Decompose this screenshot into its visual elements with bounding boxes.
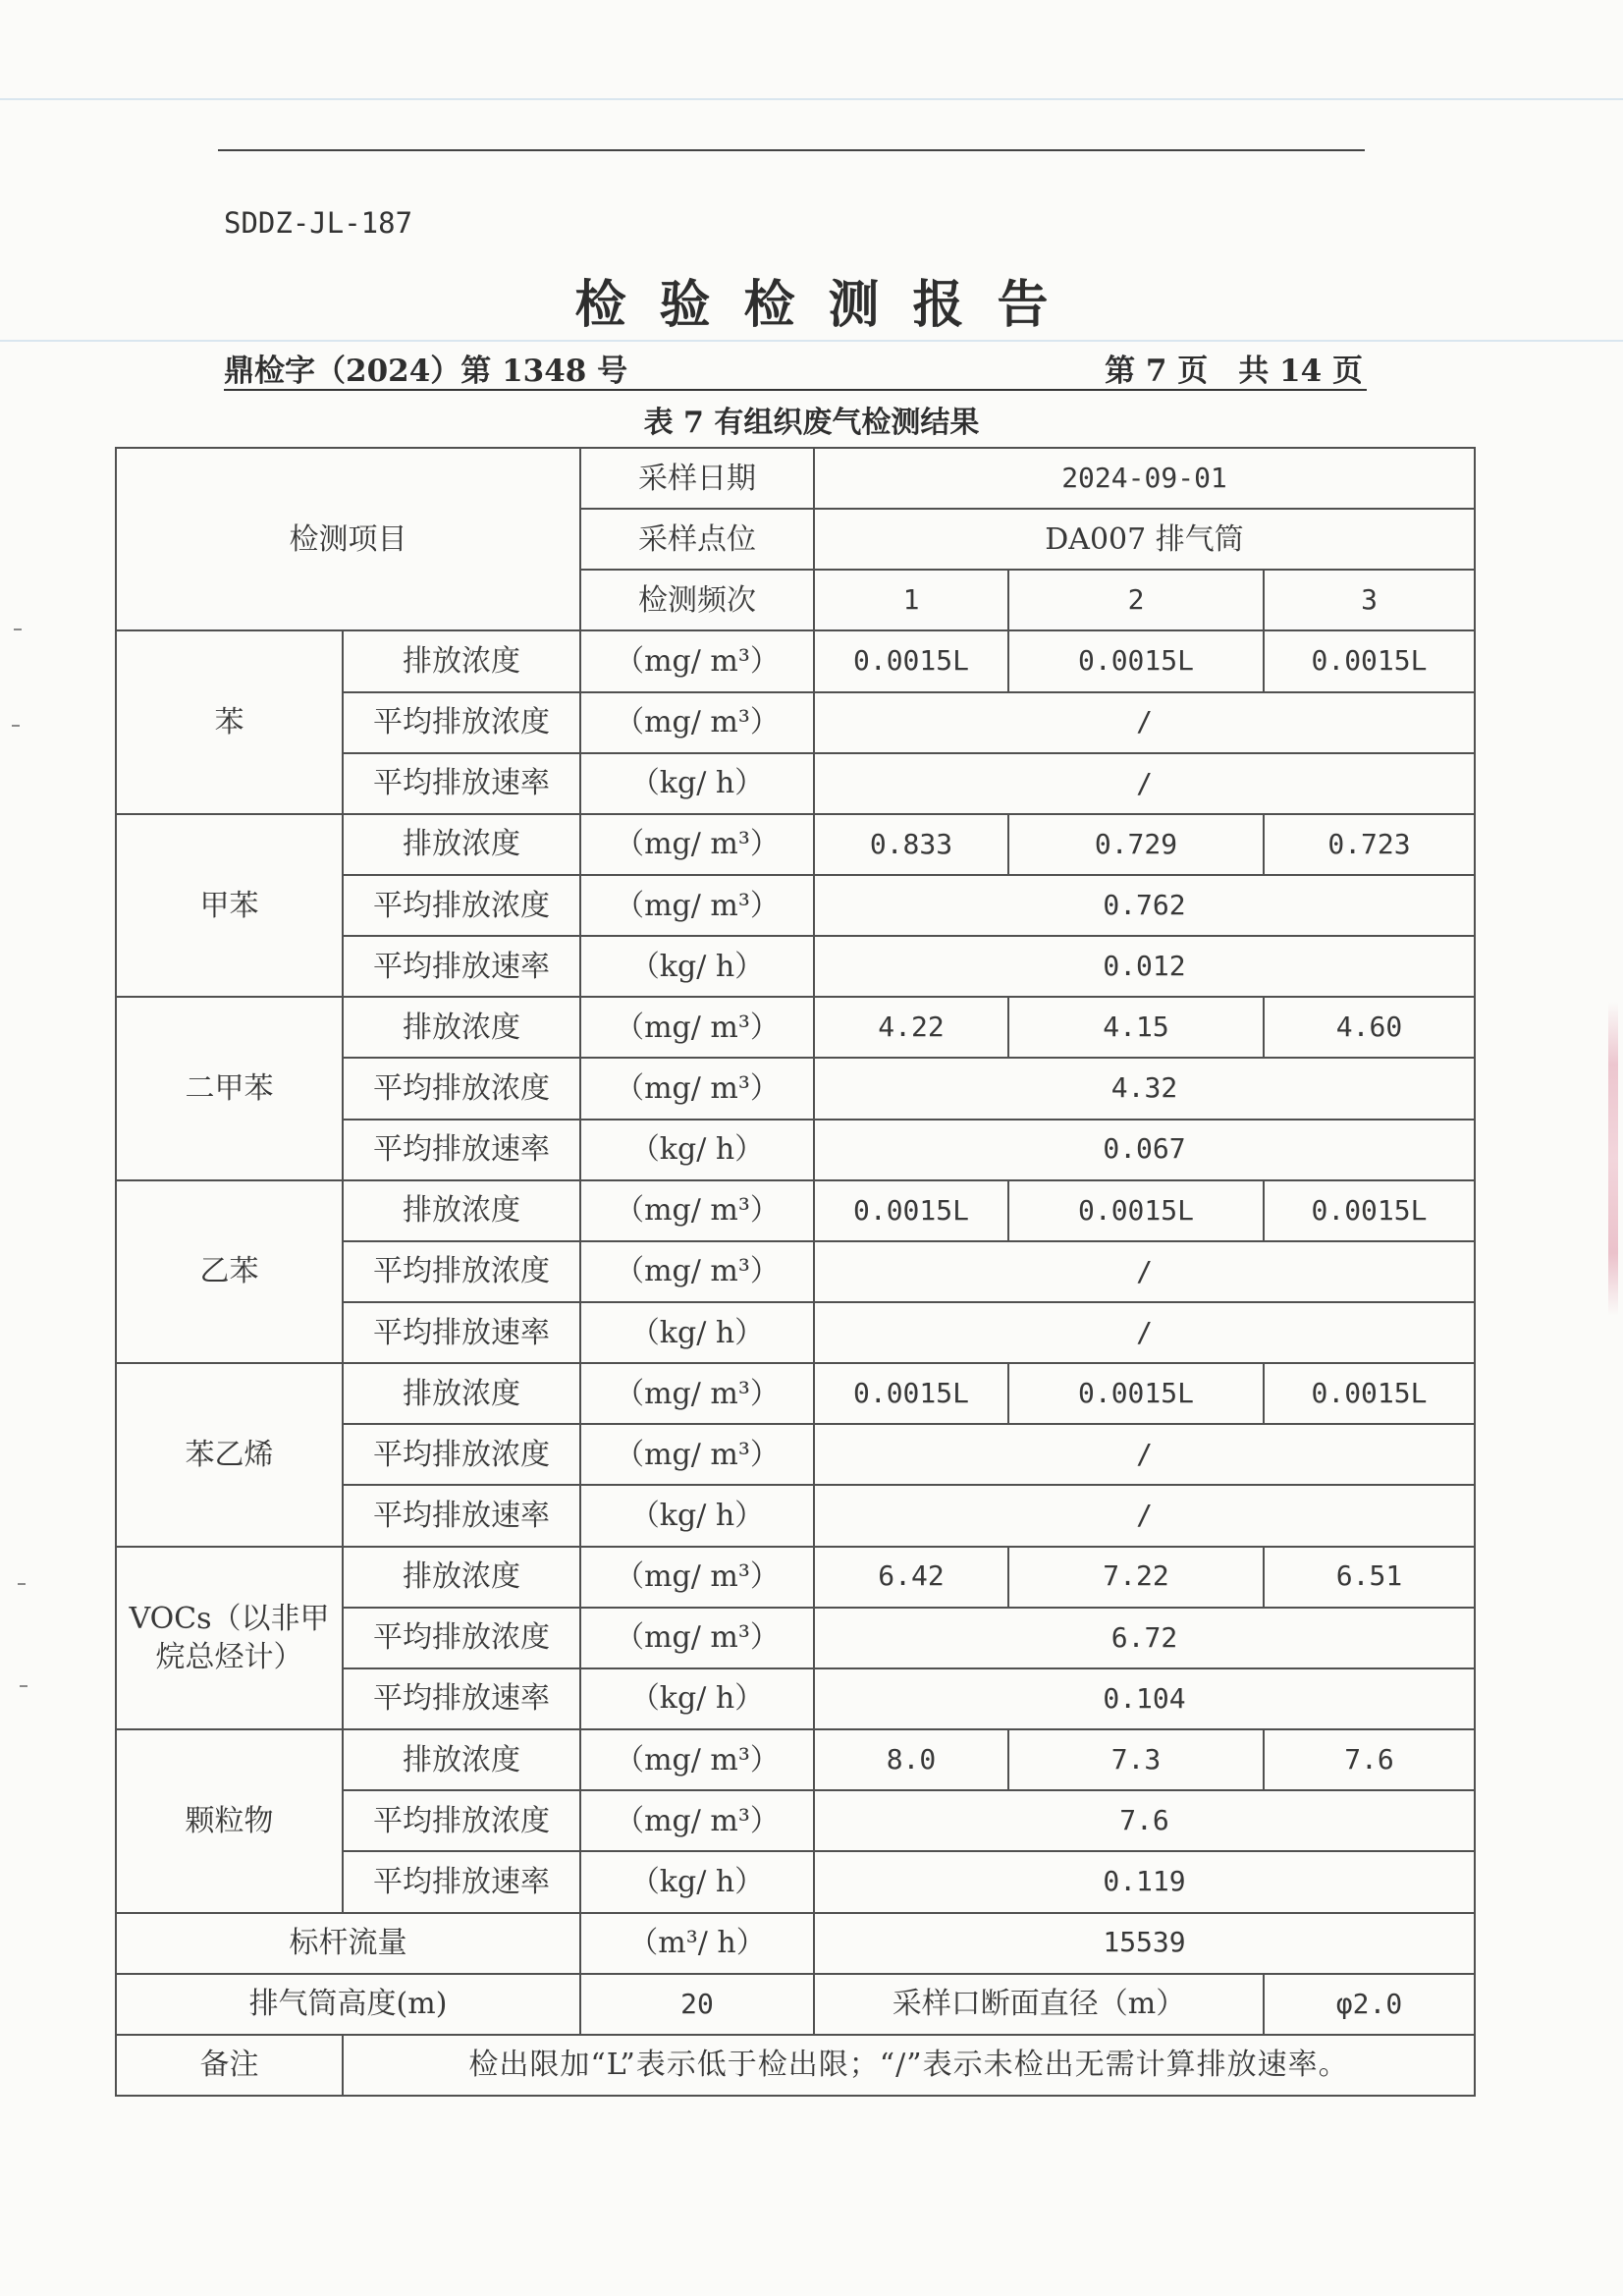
diameter-label: 采样口断面直径（m）	[814, 1974, 1264, 2035]
unit-rate: （kg/ h）	[580, 1120, 814, 1180]
pollutant-name: VOCs（以非甲烷总烃计）	[116, 1547, 343, 1729]
unit-rate: （kg/ h）	[580, 1851, 814, 1912]
conc-value-1: 8.0	[814, 1729, 1008, 1790]
unit-rate: （kg/ h）	[580, 1485, 814, 1546]
unit-rate: （kg/ h）	[580, 936, 814, 997]
avg-rate-value: 0.119	[814, 1851, 1475, 1912]
unit-conc: （mg/ m³）	[580, 875, 814, 936]
unit-conc: （mg/ m³）	[580, 1790, 814, 1851]
unit-conc: （mg/ m³）	[580, 692, 814, 753]
avg-conc-value: 6.72	[814, 1608, 1475, 1668]
conc-value-3: 0.0015L	[1264, 630, 1475, 691]
row-label-avg-rate: 平均排放速率	[343, 936, 580, 997]
table-title: 表 7 有组织废气检测结果	[643, 406, 980, 440]
row-label-avg-rate: 平均排放速率	[343, 1851, 580, 1912]
remark-text: 检出限加“L”表示低于检出限；“/”表示未检出无需计算排放速率。	[343, 2035, 1475, 2096]
avg-conc-value: 7.6	[814, 1790, 1475, 1851]
row-label-avg-rate: 平均排放速率	[343, 1120, 580, 1180]
pollutant-conc-row	[116, 1180, 1475, 1241]
header-row-date	[116, 448, 1475, 509]
page-info: 第 7 页 共 14 页	[1105, 354, 1363, 389]
avg-rate-value: 0.104	[814, 1668, 1475, 1729]
conc-value-3: 6.51	[1264, 1547, 1475, 1608]
remark-label: 备注	[116, 2035, 343, 2096]
row-label-avg-rate: 平均排放速率	[343, 753, 580, 814]
pollutant-conc-row	[116, 630, 1475, 691]
sampling-date: 2024-09-01	[814, 448, 1475, 509]
margin-mark	[14, 629, 22, 630]
conc-value-1: 4.22	[814, 997, 1008, 1058]
row-label-conc: 排放浓度	[343, 1547, 580, 1608]
scan-artifact-line	[0, 98, 1623, 100]
pollutant-name: 二甲苯	[116, 997, 343, 1179]
conc-value-1: 0.0015L	[814, 1363, 1008, 1424]
remark-row	[116, 2035, 1475, 2096]
row-label-conc: 排放浓度	[343, 1363, 580, 1424]
conc-value-1: 0.0015L	[814, 1180, 1008, 1241]
conc-value-3: 0.0015L	[1264, 1363, 1475, 1424]
pollutant-conc-row	[116, 1363, 1475, 1424]
conc-value-2: 7.3	[1008, 1729, 1264, 1790]
unit-rate: （kg/ h）	[580, 1668, 814, 1729]
avg-conc-value: /	[814, 1241, 1475, 1302]
conc-value-1: 6.42	[814, 1547, 1008, 1608]
margin-mark	[12, 725, 20, 727]
frequency-2: 2	[1008, 570, 1264, 630]
report-title: 检验检测报告	[574, 275, 1082, 335]
stack-height: 20	[580, 1974, 814, 2035]
row-label-avg-conc: 平均排放浓度	[343, 875, 580, 936]
pollutant-name: 苯	[116, 630, 343, 813]
unit-conc: （mg/ m³）	[580, 1180, 814, 1241]
conc-value-1: 0.833	[814, 814, 1008, 875]
stack-height-label: 排气筒高度(m)	[116, 1974, 580, 2035]
row-label-avg-rate: 平均排放速率	[343, 1302, 580, 1363]
row-label-conc: 排放浓度	[343, 1729, 580, 1790]
pollutant-conc-row	[116, 814, 1475, 875]
unit-conc: （mg/ m³）	[580, 1363, 814, 1424]
row-label-conc: 排放浓度	[343, 814, 580, 875]
margin-mark	[18, 1583, 26, 1585]
row-label-avg-conc: 平均排放浓度	[343, 1241, 580, 1302]
pollutant-name: 甲苯	[116, 814, 343, 997]
unit-conc: （mg/ m³）	[580, 997, 814, 1058]
unit-conc: （mg/ m³）	[580, 1729, 814, 1790]
pollutant-conc-row	[116, 1547, 1475, 1608]
unit-conc: （mg/ m³）	[580, 1058, 814, 1119]
red-stamp-edge	[1608, 1002, 1618, 1316]
sampling-point: DA007 排气筒	[814, 509, 1475, 570]
conc-value-2: 0.0015L	[1008, 1180, 1264, 1241]
row-label-avg-conc: 平均排放浓度	[343, 1608, 580, 1668]
item-header: 检测项目	[116, 448, 580, 630]
unit-conc: （mg/ m³）	[580, 814, 814, 875]
flow-value: 15539	[814, 1913, 1475, 1974]
report-header-line	[224, 346, 1367, 391]
unit-rate: （kg/ h）	[580, 753, 814, 814]
pollutant-conc-row	[116, 1729, 1475, 1790]
flow-unit: （m³/ h）	[580, 1913, 814, 1974]
unit-conc: （mg/ m³）	[580, 630, 814, 691]
report-number: 鼎检字（2024）第 1348 号	[224, 354, 628, 389]
unit-rate: （kg/ h）	[580, 1302, 814, 1363]
scan-artifact-line	[0, 340, 1623, 342]
unit-conc: （mg/ m³）	[580, 1241, 814, 1302]
stack-row	[116, 1974, 1475, 2035]
conc-value-2: 0.729	[1008, 814, 1264, 875]
row-label-conc: 排放浓度	[343, 1180, 580, 1241]
conc-value-2: 0.0015L	[1008, 1363, 1264, 1424]
conc-value-3: 0.0015L	[1264, 1180, 1475, 1241]
margin-mark	[20, 1685, 27, 1687]
pollutant-conc-row	[116, 997, 1475, 1058]
avg-rate-value: 0.012	[814, 936, 1475, 997]
avg-conc-value: /	[814, 692, 1475, 753]
flow-label: 标杆流量	[116, 1913, 580, 1974]
row-label-avg-conc: 平均排放浓度	[343, 1058, 580, 1119]
avg-conc-value: 4.32	[814, 1058, 1475, 1119]
unit-conc: （mg/ m³）	[580, 1608, 814, 1668]
row-label-conc: 排放浓度	[343, 997, 580, 1058]
conc-value-1: 0.0015L	[814, 630, 1008, 691]
unit-conc: （mg/ m³）	[580, 1424, 814, 1485]
row-label-avg-conc: 平均排放浓度	[343, 1424, 580, 1485]
conc-value-3: 7.6	[1264, 1729, 1475, 1790]
row-label-conc: 排放浓度	[343, 630, 580, 691]
sampling-date-label: 采样日期	[580, 448, 814, 509]
document-code: SDDZ-JL-187	[224, 206, 413, 240]
pollutant-name: 颗粒物	[116, 1729, 343, 1913]
row-label-avg-conc: 平均排放浓度	[343, 692, 580, 753]
frequency-3: 3	[1264, 570, 1475, 630]
pollutant-name: 乙苯	[116, 1180, 343, 1363]
avg-conc-value: /	[814, 1424, 1475, 1485]
row-label-avg-rate: 平均排放速率	[343, 1485, 580, 1546]
avg-conc-value: 0.762	[814, 875, 1475, 936]
avg-rate-value: /	[814, 753, 1475, 814]
conc-value-3: 4.60	[1264, 997, 1475, 1058]
avg-rate-value: /	[814, 1302, 1475, 1363]
frequency-label: 检测频次	[580, 570, 814, 630]
results-table	[115, 447, 1476, 2097]
row-label-avg-rate: 平均排放速率	[343, 1668, 580, 1729]
pollutant-name: 苯乙烯	[116, 1363, 343, 1546]
flow-row	[116, 1913, 1475, 1974]
conc-value-2: 7.22	[1008, 1547, 1264, 1608]
top-rule	[218, 149, 1365, 151]
avg-rate-value: 0.067	[814, 1120, 1475, 1180]
avg-rate-value: /	[814, 1485, 1475, 1546]
row-label-avg-conc: 平均排放浓度	[343, 1790, 580, 1851]
conc-value-2: 0.0015L	[1008, 630, 1264, 691]
unit-conc: （mg/ m³）	[580, 1547, 814, 1608]
diameter-value: φ2.0	[1264, 1974, 1475, 2035]
conc-value-2: 4.15	[1008, 997, 1264, 1058]
sampling-point-label: 采样点位	[580, 509, 814, 570]
conc-value-3: 0.723	[1264, 814, 1475, 875]
frequency-1: 1	[814, 570, 1008, 630]
